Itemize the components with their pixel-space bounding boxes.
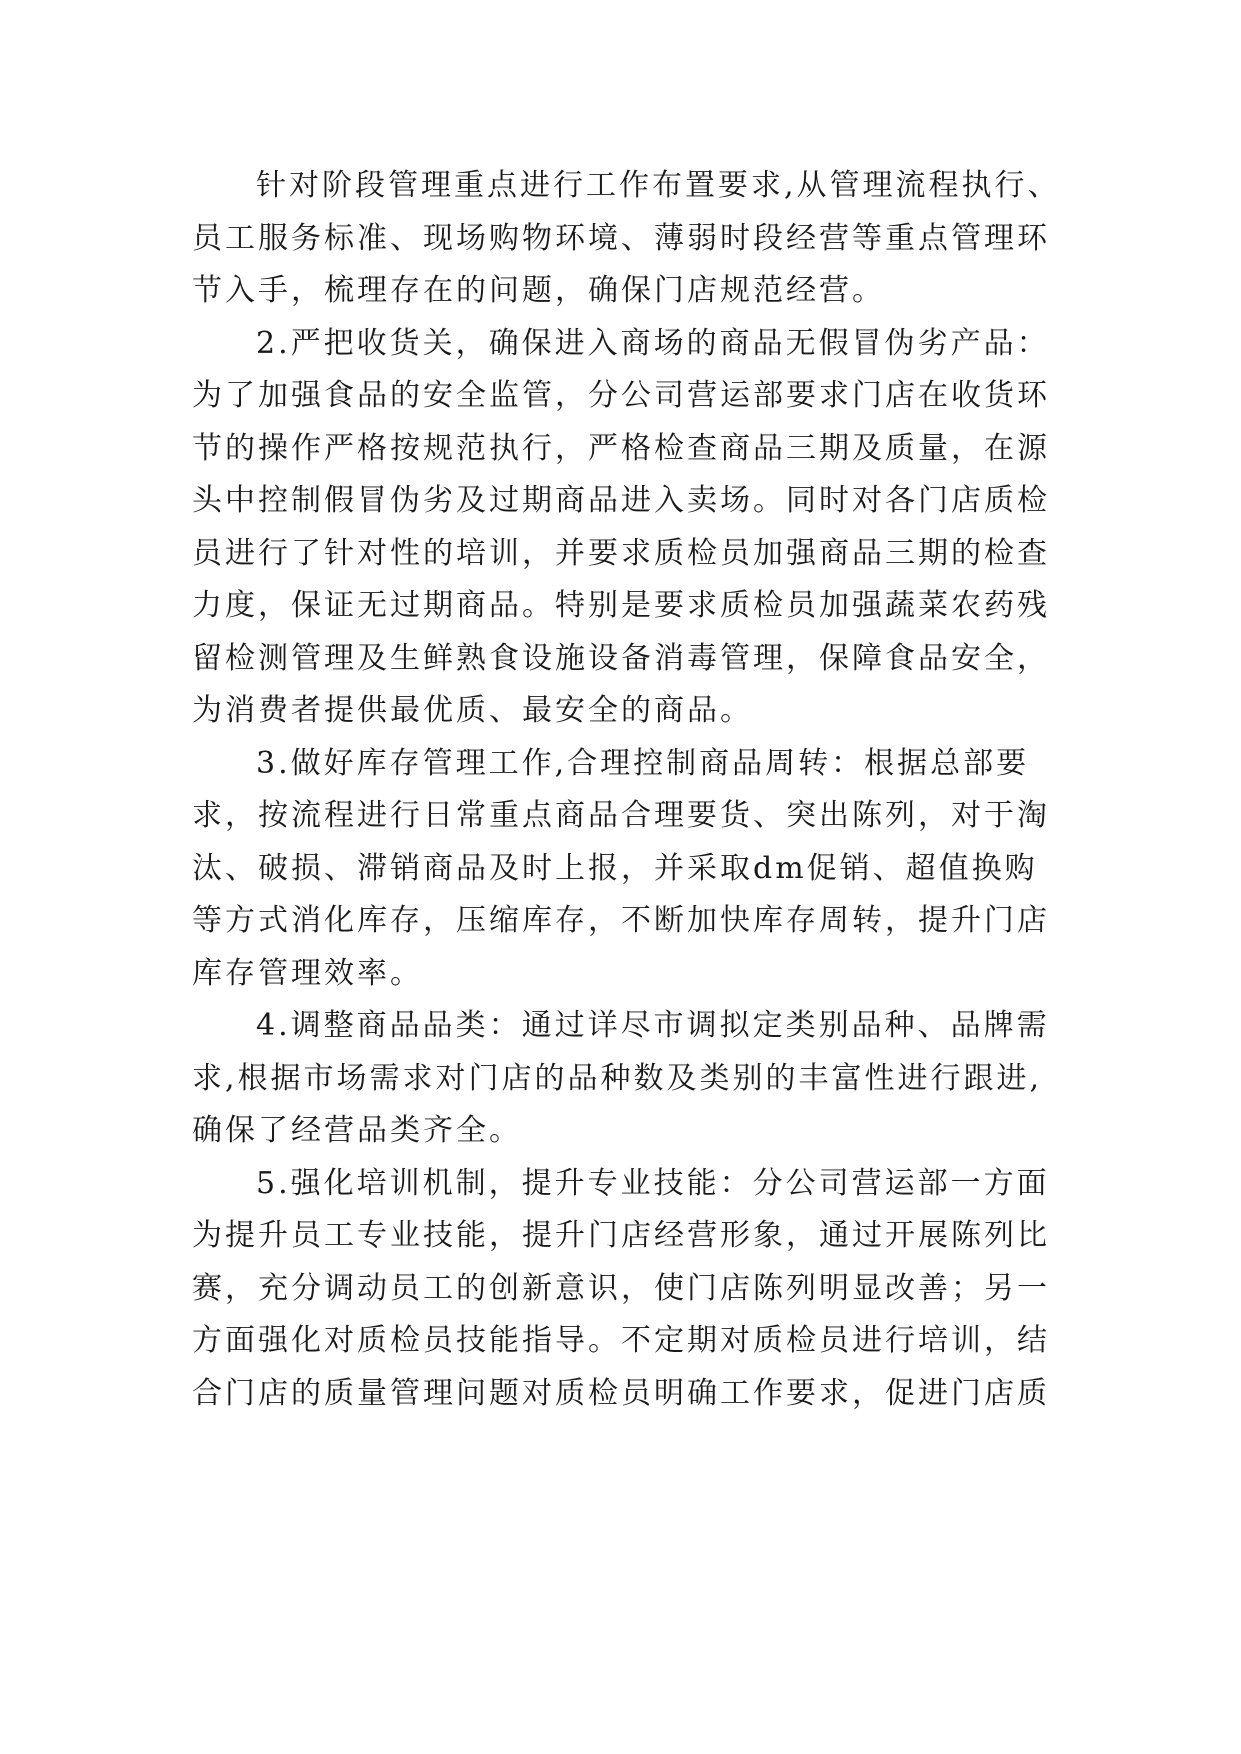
paragraph-5-line-2: 为提升员工专业技能，提升门店经营形象，通过开展陈列比 — [192, 1218, 1050, 1253]
paragraph-2-line-4: 头中控制假冒伪劣及过期商品进入卖场。同时对各门店质检 — [192, 483, 1050, 518]
paragraph-2-line-7: 留检测管理及生鲜熟食设施设备消毒管理，保障食品安全， — [192, 640, 1050, 676]
paragraph-1-line-1: 针对阶段管理重点进行工作布置要求,从管理流程执行、 — [256, 168, 1061, 203]
paragraph-2-line-3: 节的操作严格按规范执行，严格检查商品三期及质量，在源 — [192, 430, 1050, 466]
paragraph-4-line-1: 4.调整商品品类：通过详尽市调拟定类别品种、品牌需 — [256, 1008, 1050, 1043]
paragraph-2-line-1: 2.严把收货关，确保进入商场的商品无假冒伪劣产品： — [256, 325, 1050, 361]
paragraph-4-line-2: 求,根据市场需求对门店的品种数及类别的丰富性进行跟进, — [192, 1060, 1043, 1096]
paragraph-3-line-5: 库存管理效率。 — [192, 955, 423, 991]
paragraph-1-line-3: 节入手，梳理存在的问题，确保门店规范经营。 — [192, 273, 885, 308]
paragraph-5-line-5: 合门店的质量管理问题对质检员明确工作要求，促进门店质 — [192, 1375, 1050, 1411]
paragraph-2-line-5: 员进行了针对性的培训，并要求质检员加强商品三期的检查 — [192, 535, 1050, 571]
paragraph-2-line-8: 为消费者提供最优质、最安全的商品。 — [192, 693, 753, 728]
paragraph-3-line-3: 汰、破损、滞销商品及时上报，并采取dm促销、超值换购 — [192, 850, 1038, 886]
paragraph-3-line-4: 等方式消化库存，压缩库存，不断加快库存周转，提升门店 — [192, 903, 1050, 938]
paragraph-4-line-3: 确保了经营品类齐全。 — [192, 1113, 522, 1148]
paragraph-5-line-4: 方面强化对质检员技能指导。不定期对质检员进行培训，结 — [192, 1323, 1050, 1358]
paragraph-3-line-2: 求，按流程进行日常重点商品合理要货、突出陈列，对于淘 — [192, 798, 1050, 833]
paragraph-2-line-6: 力度，保证无过期商品。特别是要求质检员加强蔬菜农药残 — [192, 588, 1050, 623]
paragraph-2-line-2: 为了加强食品的安全监管，分公司营运部要求门店在收货环 — [192, 378, 1050, 413]
document-body — [192, 160, 1092, 1420]
paragraph-1-line-2: 员工服务标准、现场购物环境、薄弱时段经营等重点管理环 — [192, 220, 1050, 256]
paragraph-5-line-3: 赛，充分调动员工的创新意识，使门店陈列明显改善；另一 — [192, 1270, 1050, 1306]
paragraph-3-line-1: 3.做好库存管理工作,合理控制商品周转：根据总部要 — [256, 745, 1030, 781]
paragraph-5-line-1: 5.强化培训机制，提升专业技能：分公司营运部一方面 — [256, 1165, 1050, 1201]
